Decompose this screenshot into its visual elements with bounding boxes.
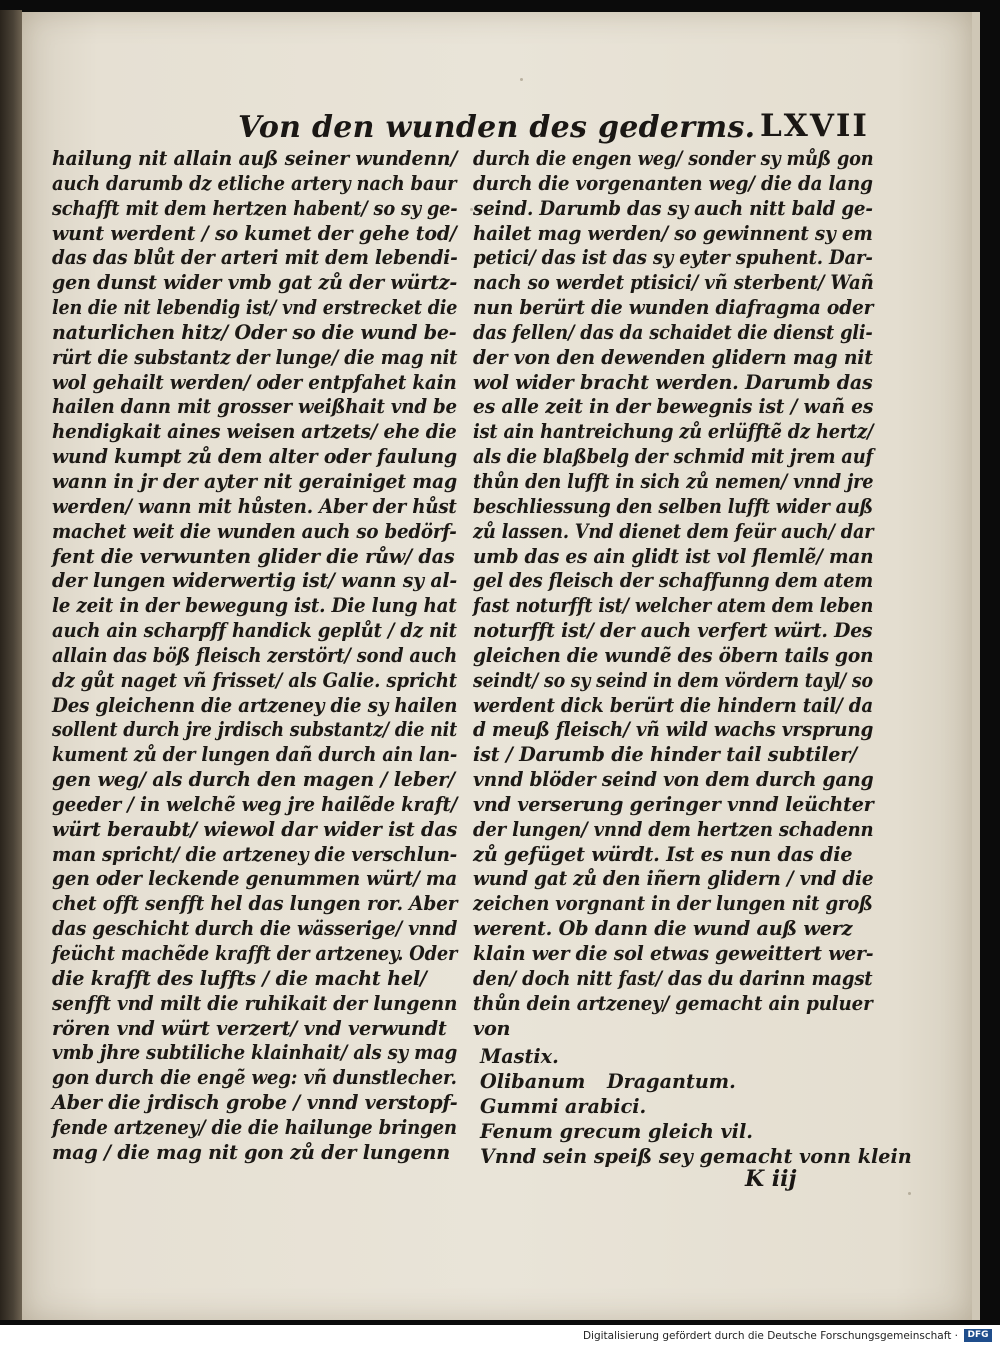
- text-line: gel des fleisch der schaffunng dem atem: [473, 569, 874, 593]
- text-line: kument zů der lungen dañ durch ain lan-: [52, 743, 458, 767]
- text-line: umb das es ain glidt ist vol flemlẽ/ man: [473, 544, 874, 568]
- text-line: zeichen vorgnant in der lungen nit groß: [473, 892, 873, 916]
- text-line: werent. Ob dann die wund auß werz: [473, 917, 853, 941]
- text-line: schafft mit dem hertzen habent/ so sy ge-: [52, 196, 458, 220]
- text-line: ist ain hantreichung zů erlüfftẽ dz hertz/: [473, 420, 874, 444]
- text-line: hailen dann mit grosser weißhait vnd be: [52, 395, 457, 419]
- text-line: das das blůt der arteri mit dem lebendi-: [52, 246, 458, 270]
- text-line: wol wider bracht werden. Darumb das: [473, 370, 873, 394]
- text-line: hailet mag werden/ so gewinnent sy em: [473, 221, 873, 245]
- text-line: durch die engen weg/ sonder sy můß gon: [473, 147, 874, 170]
- text-line: seindt/ so sy seind in dem vördern tayl/ so: [473, 668, 873, 692]
- text-line: thůn dein artzeney/ gemacht ain puluer: [473, 991, 873, 1015]
- text-line: wund gat zů den iñern glidern / vnd die: [473, 867, 874, 891]
- text-line: gon durch die engẽ weg: vñ dunstlecher.: [52, 1066, 457, 1090]
- text-line: len die nit lebendig ist/ vnd erstrecket die: [52, 296, 458, 320]
- text-line: fende artzeney/ die die hailunge bringen: [52, 1115, 457, 1139]
- footer-credit: Digitalisierung gefördert durch die Deutsche Forschungsgemeinschaft ·: [582, 1330, 958, 1342]
- recipe-ingredient: Dragantum.: [607, 1070, 736, 1093]
- text-line: senfft vnd milt die ruhikait der lungenn: [52, 991, 458, 1015]
- text-line: vmb jhre subtiliche klainhait/ als sy mag: [52, 1041, 458, 1065]
- signature-mark: K iij: [745, 1166, 797, 1192]
- recipe-ingredient: Gummi arabici.: [480, 1095, 647, 1118]
- text-line: auch ain scharpff handick geplůt / dz nit: [52, 619, 457, 643]
- text-line: d meuß fleisch/ vñ wild wachs vrsprung: [473, 718, 874, 742]
- text-line: seind. Darumb das sy auch nitt bald ge-: [473, 196, 873, 220]
- folio-number: LXVII: [760, 108, 869, 144]
- text-line: als die blaßbelg der schmid mit jrem auf: [473, 445, 873, 469]
- text-line: zů lassen. Vnd dienet dem feür auch/ dar: [473, 519, 874, 543]
- text-line: zů gefüget würdt. Ist es nun das die: [473, 842, 853, 866]
- recipe-closing-line: Vnnd sein speiß sey gemacht vonn klein: [480, 1145, 912, 1168]
- text-line: hendigkait aines weisen artzets/ ehe die: [52, 420, 457, 444]
- text-line: auch darumb dz etliche artery nach baur: [52, 171, 457, 195]
- text-line: wann in jr der ayter nit gerainiget mag: [52, 469, 458, 493]
- text-line: der lungen widerwertig ist/ wann sy al-: [52, 569, 458, 593]
- recipe-ingredient: Fenum grecum gleich vil.: [480, 1120, 753, 1143]
- book-spine: [0, 10, 22, 1320]
- text-line: fent die verwunten glider die růw/ das: [52, 544, 455, 568]
- text-line: sollent durch jre jrdisch substantz/ die nit: [52, 718, 457, 742]
- text-line: beschliessung den selben lufft wider auß: [473, 494, 873, 518]
- text-line: Aber die jrdisch grobe / vnnd verstopf-: [52, 1091, 458, 1115]
- text-line: dz gůt naget vñ frisset/ als Galie. spricht: [52, 668, 457, 692]
- text-line: durch die vorgenanten weg/ die da lang: [473, 171, 873, 195]
- page-edge: [972, 12, 980, 1320]
- text-line: die krafft des luffts / die macht hel/: [52, 966, 427, 990]
- text-line: petici/ das ist das sy eyter spuhent. Dar-: [473, 246, 873, 270]
- text-line: rören vnd würt verzert/ vnd verwundt: [52, 1016, 447, 1040]
- text-line: chet offt senfft hel das lungen ror. Aber: [52, 892, 458, 916]
- text-line: allain das böß fleisch zerstört/ sond auch: [52, 643, 457, 667]
- text-line: werdent dick berürt die hindern tail/ da: [473, 693, 874, 717]
- text-line: hailung nit allain auß seiner wundenn/: [52, 147, 458, 170]
- text-line: gen dunst wider vmb gat zů der würtz-: [52, 271, 458, 295]
- recipe-ingredient: Mastix.: [480, 1045, 559, 1068]
- text-line: der lungen/ vnnd dem hertzen schadenn: [473, 817, 874, 841]
- text-line: vnnd blöder seind von dem durch gang: [473, 768, 874, 792]
- text-line: es alle zeit in der bewegnis ist / wañ es: [473, 395, 874, 419]
- paper-speck: [908, 1192, 911, 1195]
- text-line: fast noturfft ist/ welcher atem dem leben: [473, 594, 874, 618]
- running-head: Von den wunden des gederms.: [238, 110, 756, 145]
- text-line: naturlichen hitz/ Oder so die wund be-: [52, 320, 457, 344]
- text-line: thůn den lufft in sich zů nemen/ vnnd jre: [473, 469, 874, 493]
- text-line: nun berürt die wunden diafragma oder: [473, 296, 874, 320]
- text-line: gen weg/ als durch den magen / leber/: [52, 768, 455, 792]
- text-line: ist / Darumb die hinder tail subtiler/: [473, 743, 857, 767]
- text-line: le zeit in der bewegung ist. Die lung hat: [52, 594, 457, 618]
- text-line: nach so werdet ptisici/ vñ sterbent/ Wañ: [473, 271, 874, 295]
- recipe-ingredient: Olibanum: [480, 1070, 586, 1093]
- text-line: wol gehailt werden/ oder entpfahet kain: [52, 370, 457, 394]
- text-line: wund kumpt zů dem alter oder faulung: [52, 445, 457, 469]
- text-line: mag / die mag nit gon zů der lungenn: [52, 1140, 451, 1164]
- left-text-column: [52, 147, 457, 1166]
- text-line: geeder / in welchẽ weg jre hailẽde kraft/: [52, 792, 458, 816]
- text-line: gleichen die wundẽ des öbern tails gon: [473, 643, 874, 667]
- text-line: feücht machẽde krafft der artzeney. Oder: [52, 942, 458, 965]
- right-text-column: [473, 147, 873, 1041]
- text-line: gen oder leckende genummen würt/ ma: [52, 867, 458, 891]
- text-line: rürt die substantz der lunge/ die mag nit: [52, 345, 458, 369]
- text-line: würt beraubt/ wiewol dar wider ist das: [52, 817, 458, 841]
- text-line: wunt werdent / so kumet der gehe tod/: [52, 221, 457, 245]
- dfg-logo-icon[interactable]: DFG: [964, 1329, 992, 1342]
- text-line: das geschicht durch die wässerige/ vnnd: [52, 917, 458, 941]
- text-line: von: [473, 1016, 511, 1040]
- text-line: werden/ wann mit hůsten. Aber der hůst: [52, 494, 457, 518]
- text-line: vnd verserung geringer vnnd leüchter: [473, 792, 874, 816]
- text-line: den/ doch nitt fast/ das du darinn magst: [473, 966, 873, 990]
- text-line: noturfft ist/ der auch verfert würt. Des: [473, 619, 873, 643]
- text-line: der von den dewenden glidern mag nit: [473, 345, 873, 369]
- text-line: das fellen/ das da schaidet die dienst gli-: [473, 320, 873, 344]
- paper-speck: [520, 78, 523, 81]
- text-line: klain wer die sol etwas geweittert wer-: [473, 942, 874, 965]
- text-line: man spricht/ die artzeney die verschlun-: [52, 842, 458, 866]
- text-line: machet weit die wunden auch so bedörf-: [52, 519, 457, 543]
- text-line: Des gleichenn die artzeney die sy hailen: [52, 693, 458, 717]
